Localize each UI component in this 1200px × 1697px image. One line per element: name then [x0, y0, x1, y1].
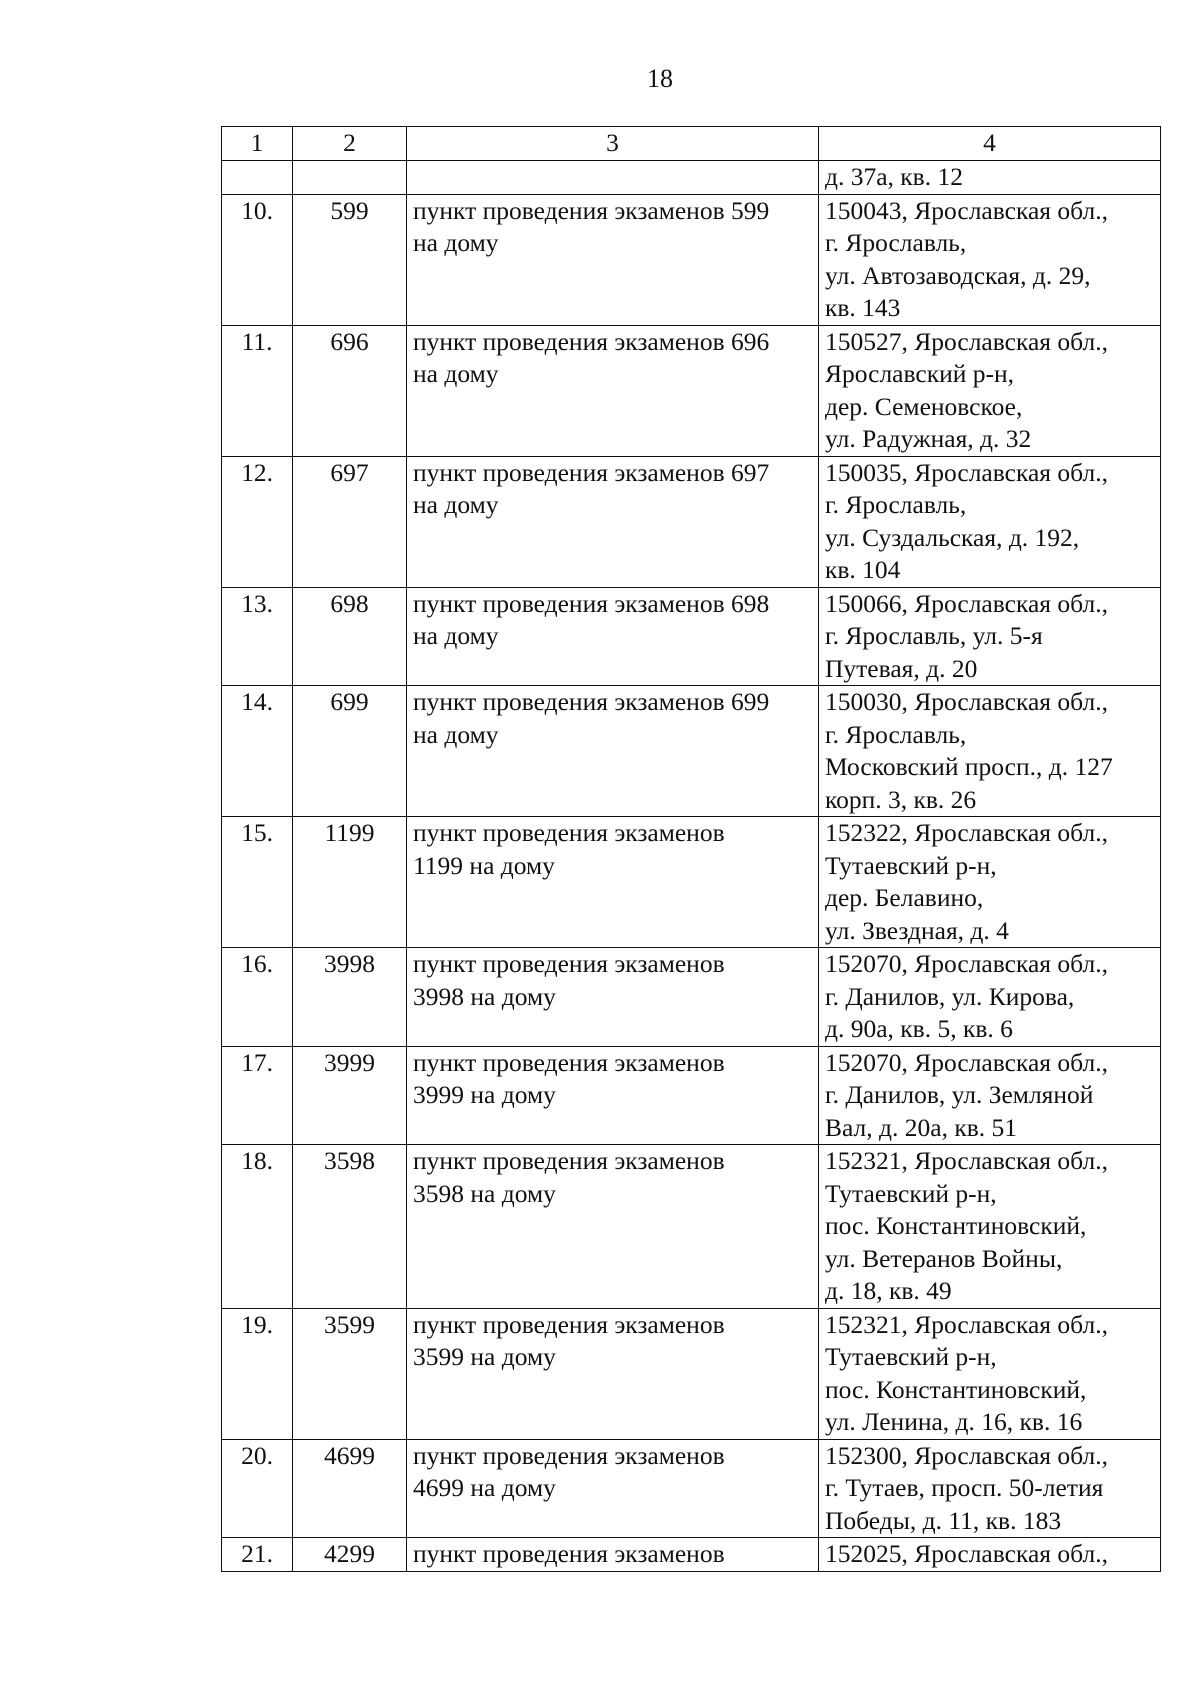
exam-point-name [407, 587, 819, 686]
exam-point-address-line: пос. Константиновский, [825, 1211, 1087, 1240]
exam-point-address-line: г. Тутаев, просп. 50-летия [825, 1473, 1104, 1502]
row-number: 10. [222, 194, 293, 325]
exam-point-address-line: пос. Константиновский, [825, 1374, 1087, 1404]
exam-point-address-line: 150043, Ярославская обл., [825, 195, 1108, 225]
exam-point-address [819, 686, 1161, 817]
exam-point-address-line: г. Ярославль, ул. 5-я [825, 621, 1043, 650]
exam-point-code: 3599 [293, 1308, 407, 1439]
exam-point-name-line: 3598 на дому [413, 1178, 556, 1208]
exam-point-code: 4699 [293, 1439, 407, 1538]
row-number: 15. [222, 817, 293, 948]
row-number: 11. [222, 325, 293, 456]
row-number [222, 161, 293, 195]
exam-point-address-line: 152322, Ярославская обл., [825, 818, 1108, 847]
exam-point-code: 3598 [293, 1145, 407, 1309]
exam-point-address-line: г. Данилов, ул. Земляной [825, 1080, 1094, 1109]
table-row [222, 456, 1161, 587]
exam-point-address-line: ул. Ленина, д. 16, кв. 16 [825, 1407, 1083, 1436]
table-row [222, 1145, 1161, 1309]
exam-point-address-line: г. Ярославль, [825, 490, 967, 519]
exam-point-address [819, 1538, 1161, 1572]
exam-point-name [407, 325, 819, 456]
exam-point-name-line: пункт проведения экзаменов [413, 1146, 725, 1175]
exam-point-address-line: 152321, Ярославская обл., [825, 1309, 1108, 1339]
table-row [222, 325, 1161, 456]
exam-point-address-line: кв. 104 [825, 555, 901, 584]
exam-point-address [819, 1439, 1161, 1538]
exam-point-address [819, 817, 1161, 948]
exam-point-address [819, 1308, 1161, 1439]
exam-point-address-line: 152300, Ярославская обл., [825, 1440, 1108, 1470]
exam-point-name-line: пункт проведения экзаменов [413, 1309, 725, 1339]
row-number: 12. [222, 456, 293, 587]
exam-point-name [407, 817, 819, 948]
table-row [222, 948, 1161, 1047]
exam-point-address-line: корп. 3, кв. 26 [825, 784, 977, 814]
table-header-row [222, 127, 1161, 161]
exam-point-code: 599 [293, 194, 407, 325]
exam-point-name-line: 4699 на дому [413, 1473, 556, 1502]
exam-point-name-line: пункт проведения экзаменов [413, 1440, 725, 1470]
exam-point-name-line: пункт проведения экзаменов 599 [413, 195, 770, 225]
exam-point-address-line: дер. Белавино, [825, 883, 984, 912]
exam-point-name-line: 3999 на дому [413, 1080, 556, 1109]
exam-point-address-line: 150527, Ярославская обл., [825, 326, 1108, 356]
exam-point-address-line: г. Ярославль, [825, 228, 967, 257]
exam-point-address-line: ул. Автозаводская, д. 29, [825, 260, 1091, 290]
exam-point-address-line: Вал, д. 20а, кв. 51 [825, 1112, 1017, 1142]
exam-point-address [819, 1046, 1161, 1145]
exam-point-code: 696 [293, 325, 407, 456]
table-row [222, 1046, 1161, 1145]
exam-point-name [407, 1145, 819, 1309]
table-row [222, 161, 1161, 195]
exam-point-address-line: кв. 143 [825, 293, 901, 322]
exam-point-address [819, 456, 1161, 587]
exam-point-name-line: пункт проведения экзаменов 697 [413, 457, 770, 487]
exam-point-name-line: на дому [413, 719, 499, 749]
exam-point-code: 697 [293, 456, 407, 587]
exam-point-name-line: на дому [413, 621, 499, 650]
exam-point-address-line: ул. Суздальская, д. 192, [825, 522, 1080, 552]
column-header-2: 2 [293, 127, 407, 161]
exam-point-name-line: пункт проведения экзаменов [413, 1047, 725, 1077]
exam-point-name-line: на дому [413, 228, 499, 257]
exam-point-address-line: 150035, Ярославская обл., [825, 457, 1108, 487]
table-row [222, 587, 1161, 686]
row-number: 13. [222, 587, 293, 686]
exam-point-address [819, 161, 1161, 195]
table-body [222, 161, 1161, 1572]
exam-point-name-line: на дому [413, 490, 499, 519]
exam-point-code: 3998 [293, 948, 407, 1047]
exam-point-name [407, 456, 819, 587]
exam-point-name [407, 1046, 819, 1145]
exam-point-name-line: пункт проведения экзаменов [413, 1539, 725, 1568]
exam-points-table [221, 126, 1161, 1572]
exam-point-name-line: на дому [413, 359, 499, 388]
exam-point-address-line: ул. Звездная, д. 4 [825, 915, 1009, 945]
exam-point-address-line: Тутаевский р-н, [825, 850, 997, 880]
exam-point-code: 4299 [293, 1538, 407, 1572]
row-number: 17. [222, 1046, 293, 1145]
exam-point-address-line: г. Данилов, ул. Кирова, [825, 981, 1075, 1011]
column-header-1: 1 [222, 127, 293, 161]
exam-point-address [819, 948, 1161, 1047]
exam-point-name-line: пункт проведения экзаменов 699 [413, 687, 770, 716]
exam-point-address-line: дер. Семеновское, [825, 391, 1023, 421]
exam-point-address-line: 150066, Ярославская обл., [825, 588, 1108, 618]
exam-point-address [819, 1145, 1161, 1309]
exam-point-address-line: д. 37а, кв. 12 [825, 162, 963, 191]
exam-point-code: 3999 [293, 1046, 407, 1145]
exam-point-address [819, 194, 1161, 325]
exam-point-address-line: Ярославский р-н, [825, 359, 1015, 388]
table-row [222, 1439, 1161, 1538]
table-row [222, 194, 1161, 325]
exam-point-name-line: 1199 на дому [413, 850, 555, 880]
exam-point-address-line: Победы, д. 11, кв. 183 [825, 1505, 1062, 1535]
table-row [222, 686, 1161, 817]
table-row [222, 817, 1161, 948]
exam-point-address-line: 152025, Ярославская обл., [825, 1539, 1108, 1568]
exam-point-address-line: 150030, Ярославская обл., [825, 687, 1108, 716]
exam-point-address-line: Тутаевский р-н, [825, 1342, 997, 1371]
exam-point-name [407, 686, 819, 817]
exam-point-name [407, 948, 819, 1047]
exam-point-address-line: Путевая, д. 20 [825, 653, 978, 683]
exam-point-name-line: 3998 на дому [413, 981, 556, 1011]
exam-point-address-line: 152070, Ярославская обл., [825, 1047, 1108, 1077]
exam-point-name [407, 194, 819, 325]
row-number: 21. [222, 1538, 293, 1572]
exam-point-address-line: ул. Радужная, д. 32 [825, 424, 1032, 453]
row-number: 20. [222, 1439, 293, 1538]
row-number: 14. [222, 686, 293, 817]
exam-point-name-line: пункт проведения экзаменов 696 [413, 326, 770, 356]
exam-point-code: 699 [293, 686, 407, 817]
exam-point-name [407, 1308, 819, 1439]
exam-point-address [819, 325, 1161, 456]
exam-point-address-line: Московский просп., д. 127 [825, 752, 1113, 781]
page-number: 18 [647, 64, 673, 93]
exam-point-address-line: д. 90а, кв. 5, кв. 6 [825, 1014, 1013, 1043]
exam-point-code [293, 161, 407, 195]
exam-point-address-line: г. Ярославль, [825, 719, 967, 749]
exam-point-code: 698 [293, 587, 407, 686]
exam-point-address-line: ул. Ветеранов Войны, [825, 1243, 1063, 1273]
row-number: 19. [222, 1308, 293, 1439]
exam-point-name-line: 3599 на дому [413, 1342, 556, 1371]
column-header-3: 3 [407, 127, 819, 161]
column-header-4: 4 [819, 127, 1161, 161]
exam-point-name [407, 1439, 819, 1538]
row-number: 16. [222, 948, 293, 1047]
table-row [222, 1308, 1161, 1439]
exam-point-address-line: д. 18, кв. 49 [825, 1276, 952, 1305]
exam-point-name-line: пункт проведения экзаменов [413, 818, 725, 847]
table-row [222, 1538, 1161, 1572]
exam-point-name-line: пункт проведения экзаменов 698 [413, 588, 770, 618]
exam-point-code: 1199 [293, 817, 407, 948]
exam-point-name-line: пункт проведения экзаменов [413, 949, 725, 978]
exam-point-name [407, 1538, 819, 1572]
exam-point-address [819, 587, 1161, 686]
row-number: 18. [222, 1145, 293, 1309]
exam-point-address-line: Тутаевский р-н, [825, 1178, 997, 1208]
exam-point-address-line: 152070, Ярославская обл., [825, 949, 1108, 978]
exam-point-name [407, 161, 819, 195]
exam-point-address-line: 152321, Ярославская обл., [825, 1146, 1108, 1175]
